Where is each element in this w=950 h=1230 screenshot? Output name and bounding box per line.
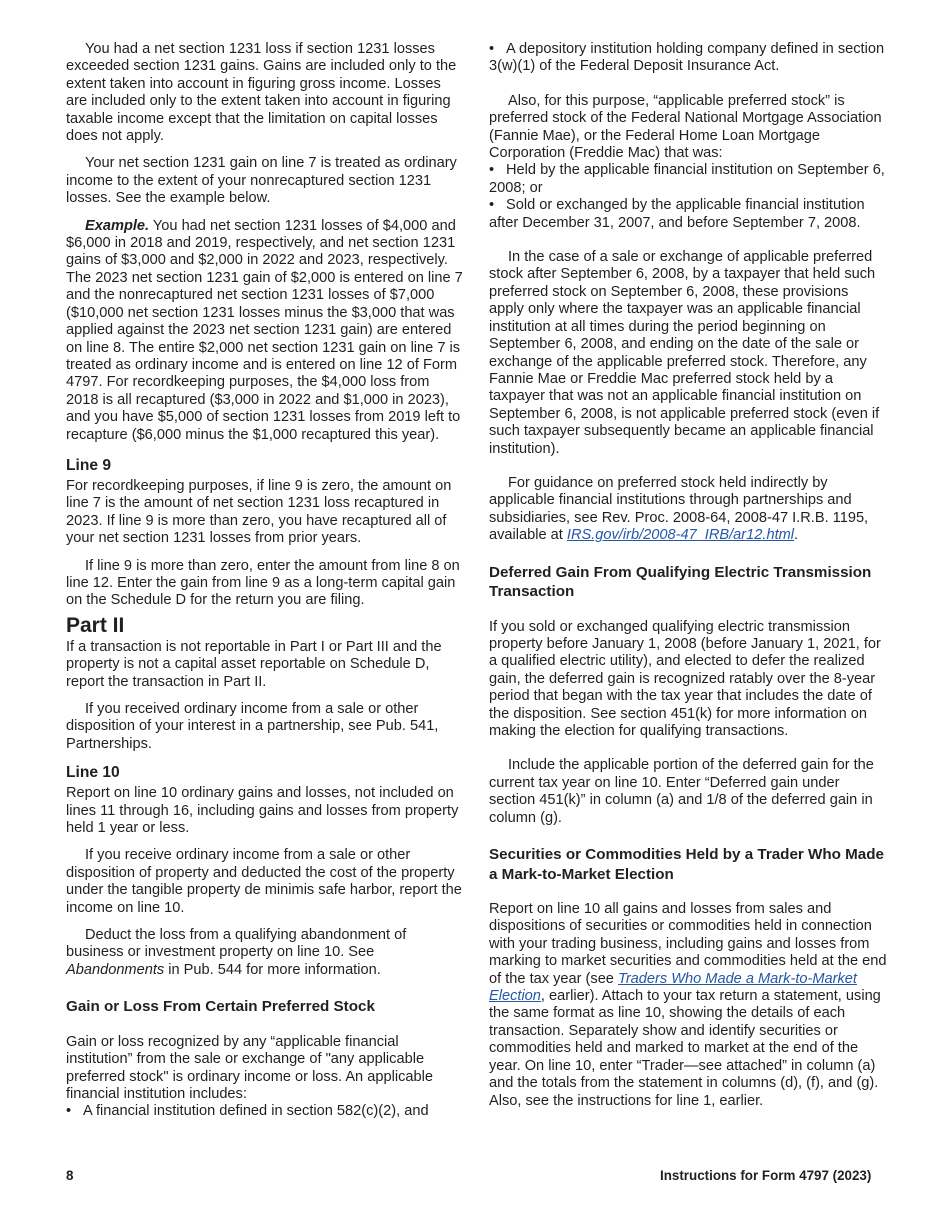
text-fragment: . [794, 527, 799, 544]
bullet-item [489, 197, 887, 232]
paragraph-net-gain: Your net section 1231 gain on line 7 is treated as ordinary income to the extent of your nonrecaptured section 1231 losses. See the example below. [66, 155, 457, 207]
heading-line-9: Line 9 [66, 456, 112, 474]
example-label: Example. [85, 217, 150, 234]
heading-preferred-stock: Gain or Loss From Certain Preferred Stock [66, 998, 375, 1016]
paragraph-case: In the case of a sale or exchange of applicable preferred stock after September 6, 2008, by a taxpayer that held such preferred stock on September 6, 2008, these provisions apply only where the taxpayer was an applicable financial institution at all times during the period beginning on September 6, 2008, and ending on the date of the sale or exchange of the applicable preferred stock. Therefore, any Fannie Mae or Freddie Mac preferred stock held by a taxpayer that was not an applicable financial institution on September 6, 2008, is not applicable preferred stock (even if such taxpayer subsequently became an applicable financial institution). [489, 249, 880, 457]
paragraph-guidance [489, 475, 887, 545]
text-fragment: For guidance on preferred stock held indirectly by applicable financial institutions through partnerships and subsidiaries, see Rev. Proc. 2008-64, 2008-47 I.R.B. 1195, available at [489, 474, 869, 544]
paragraph-deferred-2: Include the applicable portion of the deferred gain for the current tax year on line 10. Enter “Deferred gain under section 451(k)” in column (a) and 1/8 of the deferred gain in column (g). [489, 757, 874, 826]
heading-line-10: Line 10 [66, 764, 120, 782]
bullet-text: Sold or exchanged by the applicable financial institution after December 31, 2007, and before September 7, 2008. [489, 197, 865, 231]
paragraph-part2-1: If a transaction is not reportable in Part I or Part III and the property is not a capital asset reportable on Schedule D, report the transaction in Part II. [66, 638, 442, 690]
paragraph-line10-2: If you receive ordinary income from a sale or other disposition of property and deducted the cost of the property under the tangible property de minimis safe harbor, report the income on line 10. [66, 847, 462, 916]
paragraph-also: Also, for this purpose, “applicable preferred stock” is preferred stock of the Federal National Mortgage Association (Fannie Mae), or the Federal Home Loan Mortgage Corporation (Freddie Mac) that was: [489, 92, 882, 162]
paragraph-line9-1: For recordkeeping purposes, if line 9 is zero, the amount on line 7 is the amount of net section 1231 loss recaptured in 2023. If line 9 is more than zero, you have recaptured all of your net section 1231 losses from prior years. [66, 477, 452, 547]
right-column [489, 41, 887, 1120]
bullet-text: Held by the applicable financial institution on September 6, 2008; or [489, 162, 885, 196]
bullet-item [66, 1103, 464, 1120]
traders-mtm-link[interactable]: Traders Who Made a Mark-to-Market Election [489, 970, 857, 1005]
paragraph-trader [489, 901, 887, 1110]
bullet-item [489, 162, 887, 197]
example-text: You had net section 1231 losses of $4,000 and $6,000 in 2018 and 2019, respectively, and net section 1231 gains of $3,000 and $2,000 in 2022 and 2023, respectively. The 2023 net section 1231 gain of $2,000 is entered on line 7 and the nonrecaptured net section 1231 losses of $7,000 ($10,000 net section 1231 losses minus the $3,000 that was applied against the 2023 net section 1231 gain) are entered on line 8. The entire $2,000 net section 1231 gain on line 7 is treated as ordinary income and is entered on line 12 of Form 4797. For recordkeeping purposes, the $4,000 loss from 2018 is all recaptured ($3,000 in 2022 and $1,000 in 2023), and you have $5,000 of section 1231 losses from 2019 left to recapture ($6,000 minus the $1,000 recaptured this year). [66, 217, 463, 443]
heading-deferred-gain: Deferred Gain From Qualifying Electric Transmission Transaction [489, 563, 872, 601]
paragraph-part2-2: If you received ordinary income from a sale or other disposition of your interest in a partnership, see Pub. 541, Partnerships. [66, 701, 439, 752]
bullet-icon: • [489, 197, 495, 214]
paragraph-net-loss: You had a net section 1231 loss if section 1231 losses exceeded section 1231 gains. Gains are included only to the extent taken into account in figuring gross income. Losses are included only to the extent taken into account in figuring taxable income except that the limitation on capital losses does not apply. [66, 41, 457, 145]
bullet-icon: • [489, 41, 495, 57]
bullet-text: A financial institution defined in section 582(c)(2), and [83, 1103, 429, 1120]
text-fragment: in Pub. 544 for more information. [164, 961, 381, 978]
paragraph-preferred-1: Gain or loss recognized by any “applicable financial institution” from the sale or exchange of "any applicable preferred stock" is ordinary income or loss. An applicable financial institution includes: [66, 1033, 433, 1102]
left-column [66, 41, 464, 1121]
irs-rev-proc-link[interactable]: IRS.gov/irb/2008-47_IRB/ar12.html [566, 527, 795, 544]
bullet-icon: • [66, 1103, 72, 1120]
text-fragment: , earlier). Attach to your tax return a statement, using the same format as line 10, showing the details of each transaction. Separately show and identify securities or commodities held and marked to market at the end of the year. On line 10, enter “Trader—see attached” in column (a) and the totals from the statement in columns (d), (f), and (g). Also, see the instructions for line 1, earlier. [489, 988, 881, 1109]
paragraph-line10-3 [66, 927, 464, 979]
paragraph-deferred-1: If you sold or exchanged qualifying electric transmission property before January 1, 2008 (before January 1, 2021, for a qualified electric utility), and elected to defer the realized gain, the deferred gain is recognized ratably over the 8-year period that began with the tax year that includes the date of the disposition. See section 451(k) for more information on making the election for qualifying transactions. [489, 618, 881, 739]
document-title-footer: Instructions for Form 4797 (2023) [660, 1168, 872, 1183]
paragraph-example [66, 218, 464, 444]
text-fragment: Deduct the loss from a qualifying abandonment of business or investment property on line 10. See [66, 927, 407, 961]
paragraph-line9-2: If line 9 is more than zero, enter the amount from line 8 on line 12. Enter the gain from line 9 as a long-term capital gain on the Schedule D for the return you are filing. [66, 557, 460, 609]
bullet-text: A depository institution holding company defined in section 3(w)(1) of the Federal Deposit Insurance Act. [489, 41, 885, 75]
abandonments-ref: Abandonments [66, 961, 165, 978]
page-number: 8 [66, 1168, 74, 1183]
paragraph-line10-1: Report on line 10 ordinary gains and losses, not included on lines 11 through 16, including gains and losses from property held 1 year or less. [66, 785, 459, 837]
bullet-icon: • [489, 162, 495, 179]
text-fragment: Report on line 10 all gains and losses from sales and dispositions of securities or commodities held in connection with your trading business, including gains and losses from marking to market securities and commodities held at the end of the tax year (see [489, 901, 887, 987]
bullet-item [489, 41, 887, 76]
heading-part-ii: Part II [66, 613, 125, 637]
heading-trader: Securities or Commodities Held by a Trader Who Made a Mark-to-Market Election [489, 846, 884, 883]
